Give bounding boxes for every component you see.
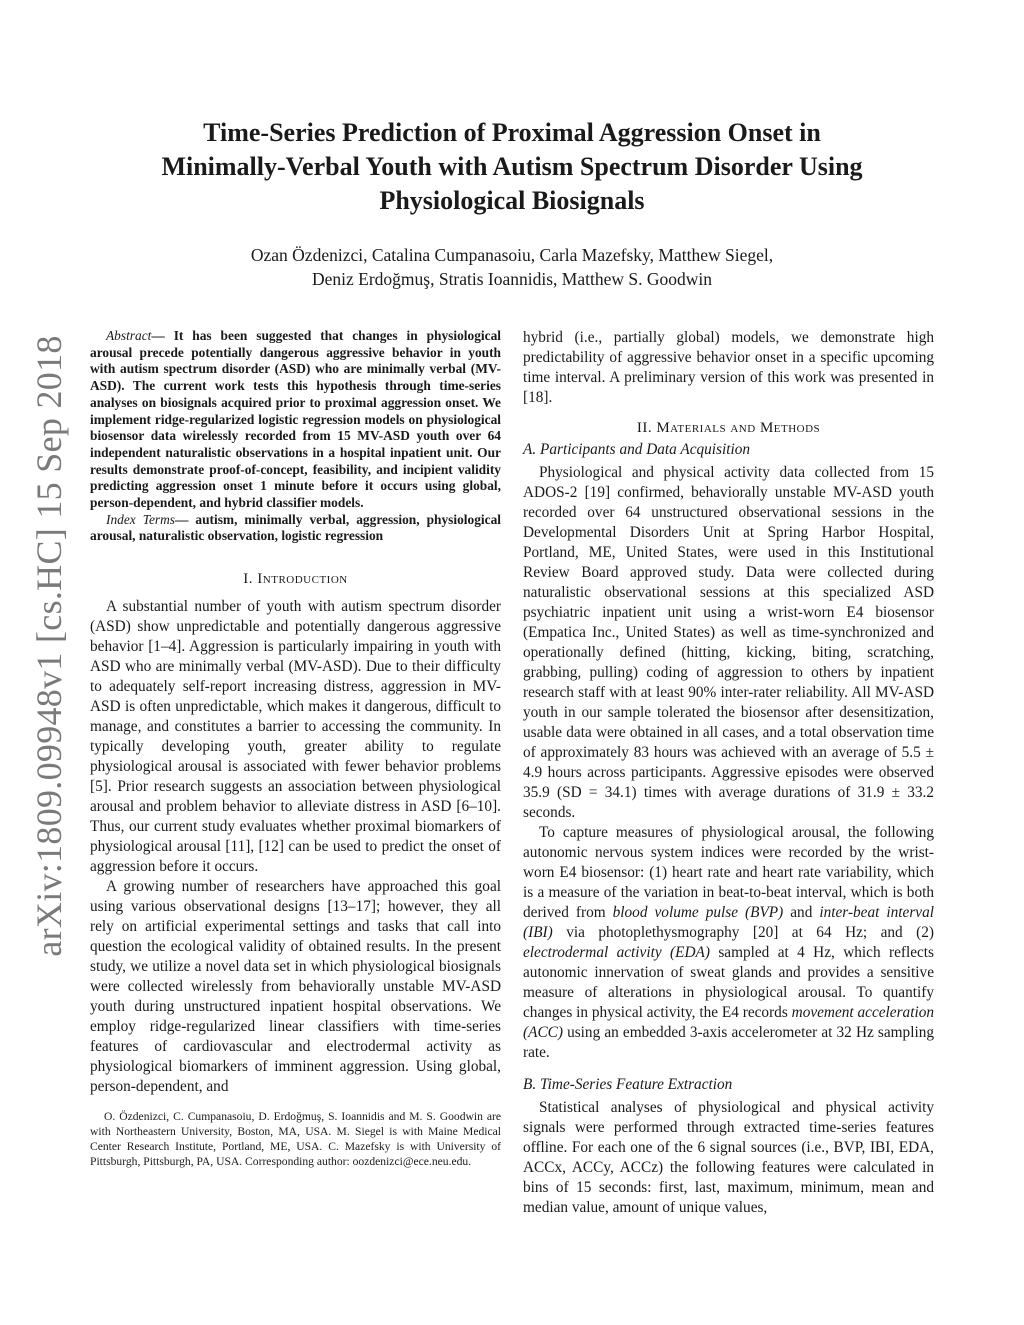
subsection-heading-participants: A. Participants and Data Acquisition bbox=[523, 441, 751, 458]
author-line-2: Deniz Erdoğmuş, Stratis Ioannidis, Matthew S. Goodwin bbox=[311, 269, 713, 289]
title-line-3: Physiological Biosignals bbox=[379, 186, 645, 215]
intro-paragraph-2-continued: hybrid (i.e., partially global) models, we demonstrate high predictability of aggressive behavior onset in a specific upcoming time interval. A preliminary version of this work was presented in [18]. bbox=[523, 329, 934, 406]
author-line-1: Ozan Özdenizci, Catalina Cumpanasoiu, Carla Mazefsky, Matthew Siegel, bbox=[250, 245, 774, 265]
index-terms-label: Index Terms bbox=[106, 511, 175, 527]
paper-title bbox=[100, 116, 924, 218]
intro-paragraph-1: A substantial number of youth with autism spectrum disorder (ASD) show unpredictable and potentially dangerous aggressive behavior [1–4]. Aggression is particularly impairing in youth with ASD who are minimally verbal (MV-ASD). Due to their difficulty to adequately self-report increasing distress, aggression in MV-ASD is often unpredictable, which makes it dangerous, difficult to manage, and constitutes a barrier to accessing the community. In typically developing youth, greater ability to regulate physiological arousal is associated with fewer behavior problems [5]. Prior research suggests an association between physiological arousal and problem behavior to alleviate distress in ASD [6–10]. Thus, our current study evaluates whether proximal biomarkers of physiological arousal [11], [12] can be used to predict the onset of aggression before it occurs. bbox=[90, 598, 501, 876]
subsection-heading-feature-extraction: B. Time-Series Feature Extraction bbox=[523, 1076, 733, 1093]
section-heading-methods: II. Materials and Methods bbox=[636, 420, 821, 436]
index-terms-text: — autism, minimally verbal, aggression, physiological arousal, naturalistic observation, logistic regression bbox=[90, 511, 501, 544]
title-line-2: Minimally-Verbal Youth with Autism Spectrum Disorder Using bbox=[161, 152, 863, 181]
index-terms bbox=[90, 512, 501, 545]
title-line-1: Time-Series Prediction of Proximal Aggression Onset in bbox=[203, 118, 821, 147]
author-affiliation-footnote: O. Özdenizci, C. Cumpanasoiu, D. Erdoğmuş, S. Ioannidis and M. S. Goodwin are with Northeastern University, Boston, MA, USA. M. Siegel is with Maine Medical Center Research Institute, Portland, ME, USA. C. Mazefsky is with University of Pittsburgh, Pittsburgh, PA, USA. Corresponding author: oozdenizci@ece.neu.edu. bbox=[90, 1110, 501, 1169]
author-list bbox=[100, 243, 924, 291]
methods-paragraph-2: To capture measures of physiological arousal, the following autonomic nervous system indices were recorded by the wrist-worn E4 biosensor: (1) heart rate and heart rate variability, which is a measure of the variation in beat-to-beat interval, which is both derived from blood volume pulse (BVP) and inter-beat interval (IBI) via photoplethysmography [20] at 64 Hz; and (2) electrodermal activity (EDA) sampled at 4 Hz, which reflects autonomic innervation of sweat glands and provides a sensitive measure of alterations in physiological arousal. To quantify changes in physical activity, the E4 records movement acceleration (ACC) using an embedded 3-axis accelerometer at 32 Hz sampling rate. bbox=[523, 824, 935, 1061]
left-column bbox=[90, 328, 501, 1169]
right-column bbox=[523, 328, 934, 1218]
abstract-label: Abstract bbox=[106, 328, 152, 343]
intro-paragraph-2: A growing number of researchers have approached this goal using various observational designs [13–17]; however, they all rely on artificial experimental settings and tasks that call into question the ecological validity of obtained results. In the present study, we utilize a novel data set in which physiological biosignals were collected wirelessly from behaviorally unstable MV-ASD youth during unstructured inpatient hospital observations. We employ ridge-regularized linear classifiers with time-series features of cardiovascular and electrodermal activity as physiological biomarkers of imminent aggression. Using global, person-dependent, and bbox=[90, 878, 501, 1096]
section-heading-introduction: I. Introduction bbox=[243, 571, 348, 588]
methods-paragraph-3: Statistical analyses of physiological and physical activity signals were performed through extracted time-series features offline. For each one of the 6 signal sources (i.e., BVP, IBI, EDA, ACCx, ACCy, ACCz) the following features were calculated in bins of 15 seconds: first, last, maximum, minimum, mean and median value, amount of unique values, bbox=[523, 1099, 934, 1216]
arxiv-identifier: arXiv:1809.09948v1 [cs.HC] 15 Sep 2018 bbox=[29, 335, 69, 957]
methods-paragraph-1: Physiological and physical activity data collected from 15 ADOS-2 [19] confirmed, behaviorally unstable MV-ASD youth recorded over 64 unstructured observational sessions in the Developmental Disorders Unit at Spring Harbor Hospital, Portland, ME, United States, were used in this Institutional Review Board approved study. Data were collected during naturalistic observational sessions at this specialized ASD psychiatric inpatient unit using a wrist-worn E4 biosensor (Empatica Inc., United States) as well as time-synchronized and operationally defined (hitting, kicking, biting, scratching, grabbing, pulling) coding of aggression to others by inpatient research staff with at least 90% inter-rater reliability. All MV-ASD youth in our sample tolerated the biosensor after desensitization, usable data were obtained in all cases, and a total observation time of approximately 83 hours was achieved with an average of 5.5 ± 4.9 hours across participants. Aggressive episodes were observed 35.9 (SD = 34.1) times with average durations of 31.9 ± 33.2 seconds. bbox=[523, 464, 934, 821]
abstract bbox=[90, 328, 501, 512]
abstract-text: — It has been suggested that changes in physiological arousal precede potentially dangerous aggressive behavior in youth with autism spectrum disorder (ASD) who are minimally verbal (MV-ASD). The current work tests this hypothesis through time-series analyses on biosignals acquired prior to proximal aggression onset. We implement ridge-regularized logistic regression models on physiological biosensor data wirelessly recorded from 15 MV-ASD youth over 64 independent naturalistic observations in a hospital inpatient unit. Our results demonstrate proof-of-concept, feasibility, and incipient validity predicting aggression onset 1 minute before it occurs using global, person-dependent, and hybrid classifier models. bbox=[90, 328, 501, 511]
